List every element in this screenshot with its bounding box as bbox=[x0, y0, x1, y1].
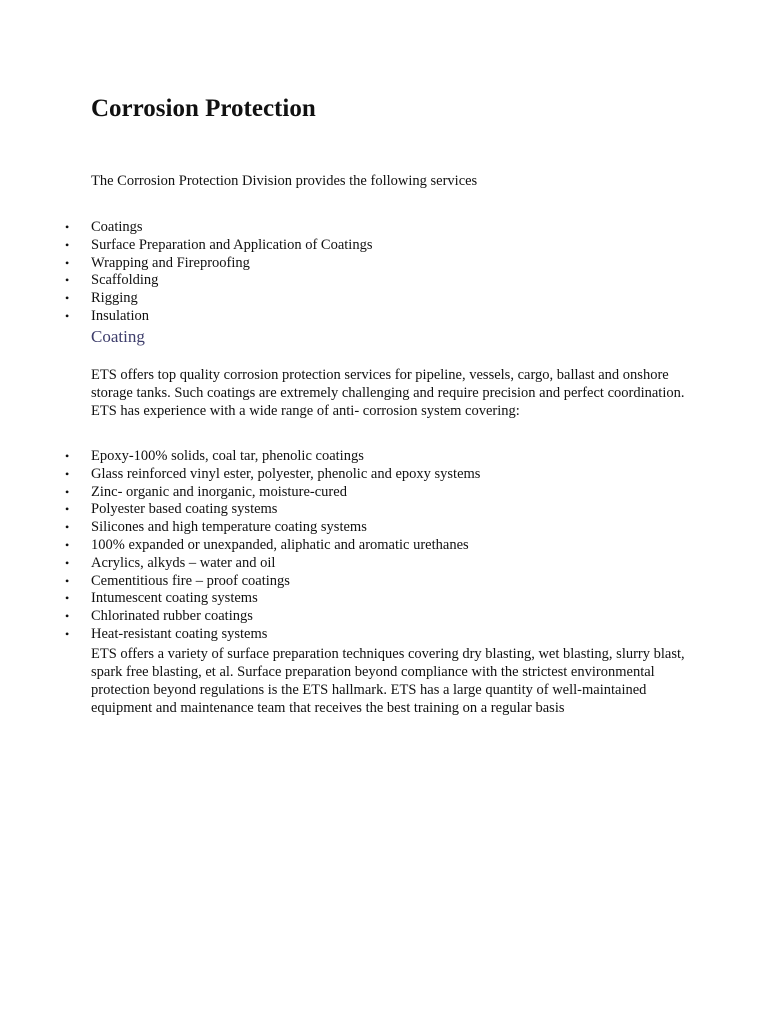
list-item bbox=[63, 626, 480, 644]
list-item-text: Intumescent coating systems bbox=[91, 590, 258, 607]
list-item-text: Coatings bbox=[91, 219, 143, 235]
list-item-text: Surface Preparation and Application of Coatings bbox=[91, 236, 373, 253]
bullet-icon: • bbox=[65, 237, 70, 252]
list-item-text: Rigging bbox=[91, 290, 138, 307]
list-item bbox=[63, 219, 372, 237]
bullet-icon: • bbox=[65, 591, 70, 606]
list-item bbox=[63, 448, 480, 466]
bullet-icon: • bbox=[65, 273, 70, 288]
list-item bbox=[63, 590, 480, 608]
list-item bbox=[63, 237, 372, 255]
list-item-text: Wrapping and Fireproofing bbox=[91, 254, 250, 271]
list-item-text: Heat-resistant coating systems bbox=[91, 625, 268, 642]
bullet-icon: • bbox=[65, 255, 70, 270]
list-item bbox=[63, 290, 372, 308]
list-item bbox=[63, 255, 372, 273]
list-item-text: Zinc- organic and inorganic, moisture-cured bbox=[91, 483, 347, 500]
list-item bbox=[63, 272, 372, 290]
bullet-icon: • bbox=[65, 308, 70, 323]
bullet-icon: • bbox=[65, 502, 70, 517]
services-list bbox=[63, 219, 372, 326]
bullet-icon: • bbox=[65, 573, 70, 588]
list-item-text: 100% expanded or unexpanded, aliphatic and aromatic urethanes bbox=[91, 536, 469, 553]
bullet-icon: • bbox=[65, 484, 70, 499]
list-item bbox=[63, 466, 480, 484]
list-item bbox=[63, 537, 480, 555]
page-title: Corrosion Protection bbox=[91, 95, 316, 122]
list-item-text: Silicones and high temperature coating systems bbox=[91, 519, 367, 536]
intro-text: The Corrosion Protection Division provides the following services bbox=[91, 173, 478, 189]
bullet-icon: • bbox=[65, 449, 70, 463]
bullet-icon: • bbox=[65, 520, 70, 535]
list-item bbox=[63, 519, 480, 537]
list-item-text: Cementitious fire – proof coatings bbox=[91, 572, 290, 589]
list-item-text: Acrylics, alkyds – water and oil bbox=[91, 554, 276, 571]
list-item bbox=[63, 308, 372, 326]
list-item bbox=[63, 555, 480, 573]
list-item bbox=[63, 484, 480, 502]
bullet-icon: • bbox=[65, 220, 70, 234]
bullet-icon: • bbox=[65, 609, 70, 624]
list-item-text: Scaffolding bbox=[91, 272, 159, 289]
list-item-text: Chlorinated rubber coatings bbox=[91, 608, 253, 625]
list-item-text: Insulation bbox=[91, 307, 149, 324]
list-item-text: Epoxy-100% solids, coal tar, phenolic coatings bbox=[91, 448, 364, 464]
bullet-icon: • bbox=[65, 291, 70, 306]
list-item bbox=[63, 501, 480, 519]
coating-paragraph: ETS offers top quality corrosion protection services for pipeline, vessels, cargo, ballast and onshore storage tanks. Such coatings are extremely challenging and require precision and perfect coordination. ETS has experience with a wide range of anti- corrosion system covering: bbox=[91, 367, 685, 419]
bullet-icon: • bbox=[65, 555, 70, 570]
list-item-text: Polyester based coating systems bbox=[91, 501, 278, 518]
coating-systems-list bbox=[63, 448, 480, 644]
list-item bbox=[63, 608, 480, 626]
list-item-text: Glass reinforced vinyl ester, polyester, phenolic and epoxy systems bbox=[91, 465, 481, 482]
surface-preparation-paragraph: ETS offers a variety of surface preparation techniques covering dry blasting, wet blasting, slurry blast, spark free blasting, et al. Surface preparation beyond compliance with the strictest environmental protection beyond regulations is the ETS hallmark. ETS has a large quantity of well-maintained equipment and maintenance team that receives the best training on a regular basis bbox=[91, 646, 685, 716]
list-item bbox=[63, 573, 480, 591]
bullet-icon: • bbox=[65, 626, 70, 641]
bullet-icon: • bbox=[65, 466, 70, 481]
coating-heading: Coating bbox=[91, 327, 145, 346]
bullet-icon: • bbox=[65, 537, 70, 552]
